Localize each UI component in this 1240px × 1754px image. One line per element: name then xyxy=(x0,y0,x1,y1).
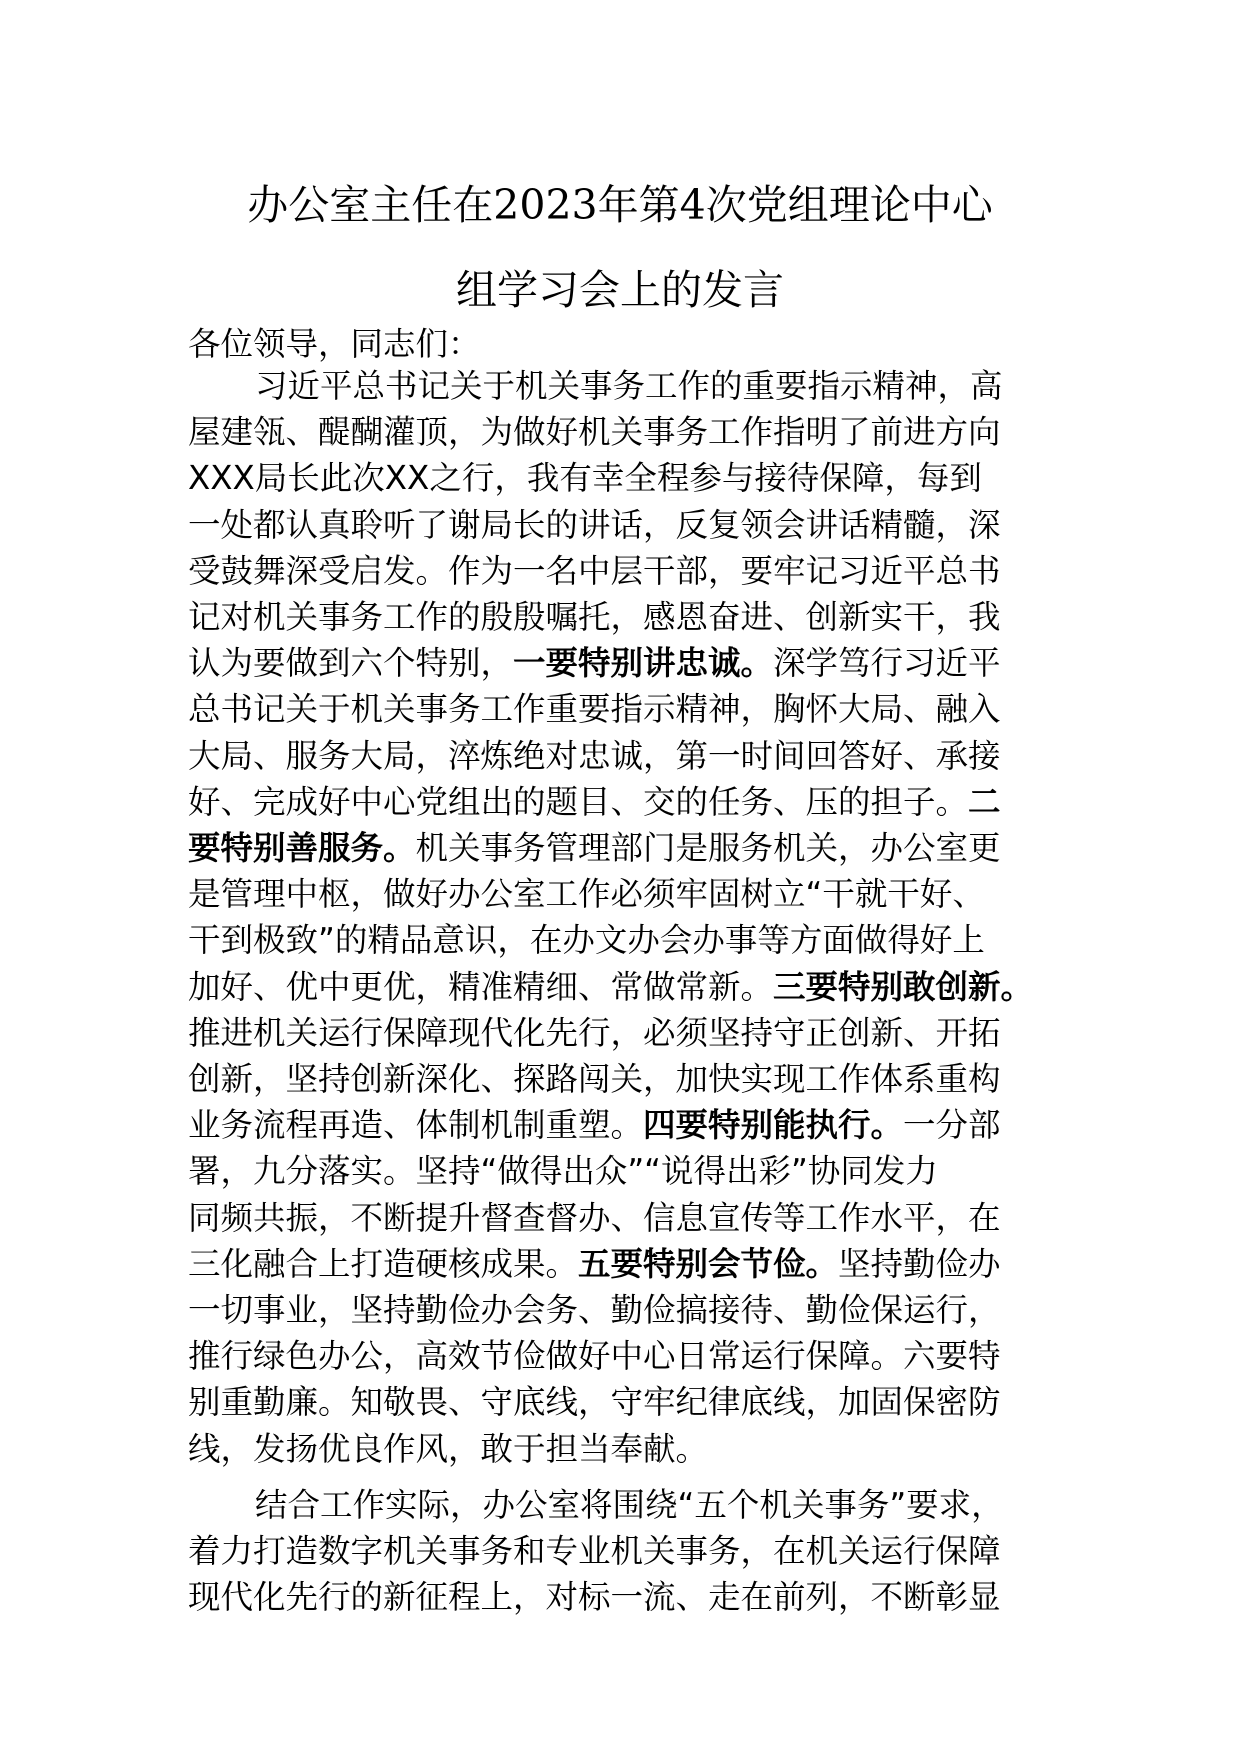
paragraph-1-line xyxy=(188,1427,708,1472)
paragraph-2-line xyxy=(188,1575,1001,1620)
paragraph-1-line xyxy=(188,641,1001,686)
paragraph-1-line xyxy=(188,1149,938,1194)
paragraph-1-line xyxy=(188,1288,1001,1333)
body-text: 大局、服务大局，淬炼绝对忠诚，第一时间回答好、承接 xyxy=(188,736,1001,775)
body-text: 推进机关运行保障现代化先行，必须坚持守正创新、开拓 xyxy=(188,1013,1001,1052)
body-text: 别重勤廉。知敬畏、守底线，守牢纪律底线，加固保密防 xyxy=(188,1383,1001,1422)
body-text: 干到极致”的精品意识，在办文办会办事等方面做得好上 xyxy=(188,921,985,960)
paragraph-1-line xyxy=(188,1196,1001,1241)
body-text: 机关事务管理部门是服务机关，办公室更 xyxy=(415,829,1001,867)
paragraph-2-line xyxy=(255,1483,1004,1528)
paragraph-1-line xyxy=(188,1103,1001,1148)
paragraph-1-line xyxy=(188,595,1001,640)
paragraph-1-line xyxy=(188,687,1001,732)
paragraph-1-line xyxy=(188,456,982,501)
body-text: 记对机关事务工作的殷殷嘱托，感恩奋进、创新实干，我 xyxy=(188,598,1001,636)
body-text: 习近平总书记关于机关事务工作的重要指示精神，高 xyxy=(255,367,1003,405)
body-text: 业务流程再造、体制机制重塑。 xyxy=(188,1106,644,1145)
bold-heading-text: 二 xyxy=(968,782,1001,821)
paragraph-1-line xyxy=(188,503,1001,548)
body-text: 线，发扬优良作风，敢于担当奉献。 xyxy=(188,1429,709,1468)
bold-heading-text: 三要特别敢创新。 xyxy=(773,967,1034,1006)
paragraph-2-line xyxy=(188,1529,1001,1574)
paragraph-1-line xyxy=(188,780,1001,825)
document-title-line-2: 组学习会上的发言 xyxy=(456,266,784,314)
paragraph-1-line xyxy=(188,1242,1001,1287)
document-title-line-1: 办公室主任在2023年第4次党组理论中心 xyxy=(247,181,993,229)
body-text: 坚持勤俭办 xyxy=(838,1244,1001,1283)
body-text: 着力打造数字机关事务和专业机关事务，在机关运行保障 xyxy=(188,1532,1001,1570)
body-text: 推行绿色办公，高效节俭做好中心日常运行保障。六要特 xyxy=(188,1337,1001,1376)
body-text: 认为要做到六个特别， xyxy=(188,644,514,683)
body-text: 三化融合上打造硬核成果。 xyxy=(188,1244,579,1283)
body-text: 一处都认真聆听了谢局长的讲话，反复领会讲话精髓，深 xyxy=(188,505,1001,544)
bold-heading-text: 四要特别能执行。 xyxy=(643,1106,904,1145)
salutation: 各位领导，同志们： xyxy=(188,325,481,363)
body-text: 受鼓舞深受启发。作为一名中层干部，要牢记习近平总书 xyxy=(188,551,1001,590)
paragraph-1-line xyxy=(188,1334,1001,1379)
body-text: 署，九分落实。坚持“做得出众”“说得出彩”协同发力 xyxy=(188,1152,938,1191)
paragraph-1-line xyxy=(188,410,1001,455)
paragraph-1-line xyxy=(188,1011,1001,1056)
paragraph-1-line xyxy=(255,364,1003,409)
body-text: 深学笃行习近平 xyxy=(773,644,1001,683)
bold-heading-text: 五要特别会节俭。 xyxy=(578,1244,839,1283)
paragraph-1-line xyxy=(188,965,1033,1010)
paragraph-1-line xyxy=(188,1057,1001,1102)
body-text: 屋建瓴、醍醐灌顶，为做好机关事务工作指明了前进方向 xyxy=(188,413,1001,452)
body-text: 一切事业，坚持勤俭办会务、勤俭搞接待、勤俭保运行， xyxy=(188,1291,1001,1329)
body-text: 总书记关于机关事务工作重要指示精神，胸怀大局、融入 xyxy=(188,690,1001,729)
body-text: 是管理中枢，做好办公室工作必须牢固树立“干就干好、 xyxy=(188,875,985,914)
body-text: 好、完成好中心党组出的题目、交的任务、压的担子。 xyxy=(188,782,969,821)
paragraph-1-line xyxy=(188,872,985,917)
paragraph-1-line xyxy=(188,918,985,963)
body-text: 同频共振，不断提升督查督办、信息宣传等工作水平，在 xyxy=(188,1198,1001,1237)
body-text: XXX局长此次XX之行，我有幸全程参与接待保障，每到 xyxy=(188,459,982,498)
paragraph-1-line xyxy=(188,734,1001,779)
paragraph-1-line xyxy=(188,1380,1001,1425)
bold-heading-text: 一要特别讲忠诚。 xyxy=(513,644,774,683)
paragraph-1-line xyxy=(188,826,1001,871)
body-text: 结合工作实际，办公室将围绕“五个机关事务”要求， xyxy=(255,1485,1004,1524)
body-text: 一分部 xyxy=(903,1106,1001,1145)
body-text: 加好、优中更优，精准精细、常做常新。 xyxy=(188,967,774,1006)
body-text: 现代化先行的新征程上，对标一流、走在前列，不断彰显 xyxy=(188,1578,1001,1617)
paragraph-1-line xyxy=(188,549,1001,594)
bold-heading-text: 要特别善服务。 xyxy=(188,829,416,867)
body-text: 创新，坚持创新深化、探路闯关，加快实现工作体系重构 xyxy=(188,1060,1001,1098)
